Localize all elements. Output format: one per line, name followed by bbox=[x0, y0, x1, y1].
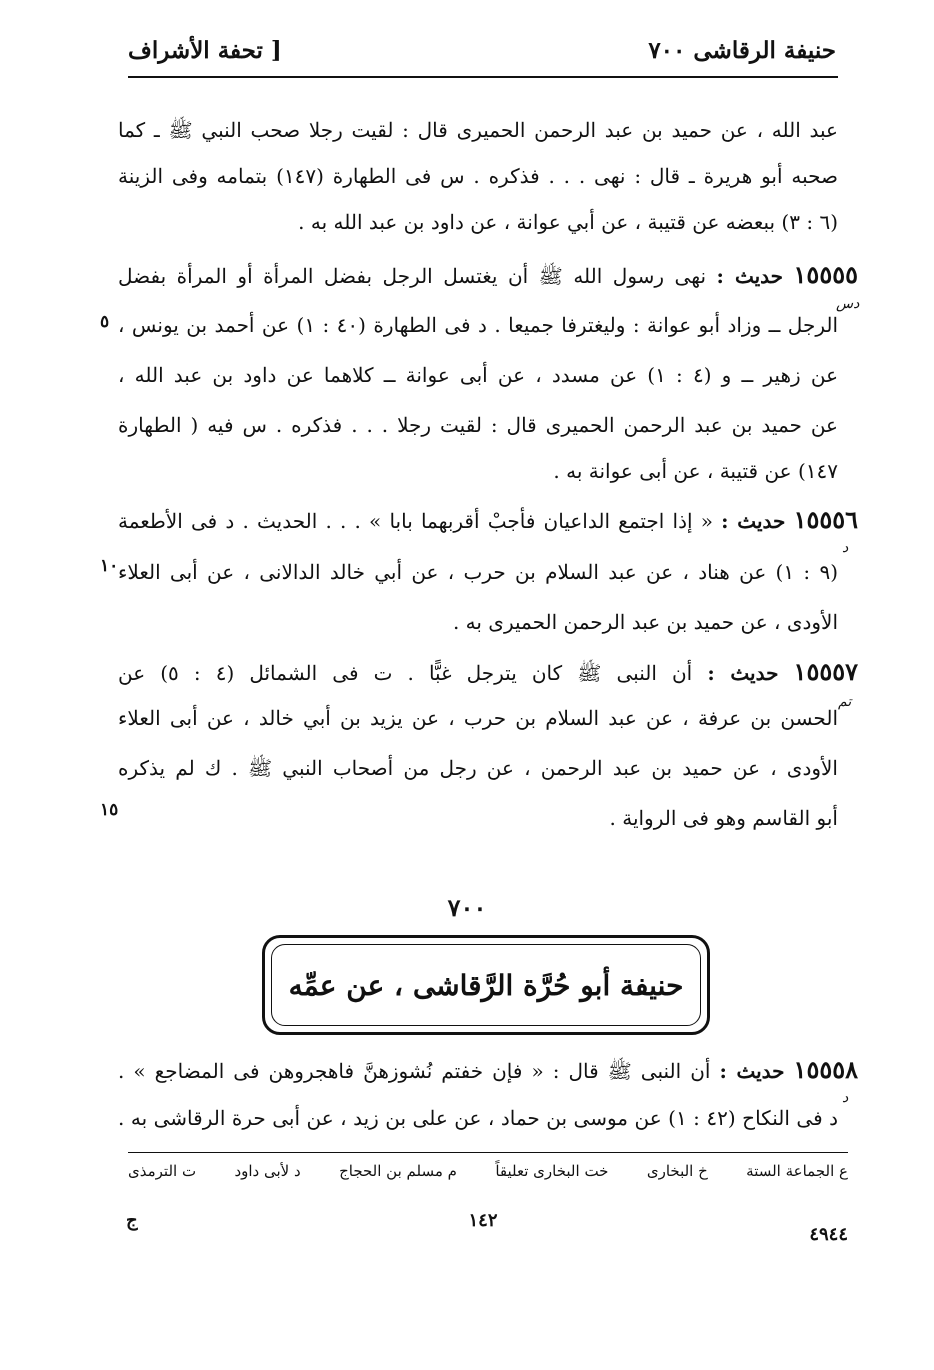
margin-siglum: د bbox=[842, 1090, 849, 1106]
running-header bbox=[128, 30, 836, 70]
hadith-label: حديث : bbox=[719, 1059, 785, 1083]
text-line: الأودى ، عن حميد بن عبد الرحمن الحميرى به . bbox=[452, 610, 838, 634]
legend-item: ت الترمذى bbox=[128, 1162, 197, 1180]
text-line: د فى النكاح (٤٢ : ١) عن موسى بن حماد ، عن على بن زيد ، عن أبى حرة الرقاشى به . bbox=[118, 1106, 839, 1130]
legend-item: ع الجماعة الستة bbox=[746, 1162, 848, 1180]
text-line: الرجل ــ وزاد أبو عوانة : وليغترفا جميعا . د فى الطهارة (٤٠ : ١) عن أحمد بن يونس ، bbox=[118, 313, 839, 337]
text-line: الحسن بن عرفة ، عن عبد السلام بن حرب ، عن يزيد بن أبي خالد ، عن أبى العلاء bbox=[118, 706, 838, 730]
hadith-15558 bbox=[118, 1050, 858, 1144]
abbreviation-legend bbox=[128, 1162, 848, 1192]
text-line bbox=[118, 500, 858, 540]
paragraph-continuation bbox=[118, 110, 838, 240]
margin-siglum: تم bbox=[838, 694, 852, 710]
hadith-label: حديث : bbox=[707, 661, 779, 685]
section-title-box bbox=[262, 935, 710, 1035]
margin-siglum: دس bbox=[836, 296, 860, 312]
text-segment: أن النبى ﷺ قال : « فإن خفتم نُشوزهنَّ فاهجروهن فى المضاجع » . bbox=[118, 1059, 711, 1083]
header-chapter-title: حنيفة الرقاشى ٧٠٠ bbox=[648, 36, 836, 64]
text-segment: « إذا اجتمع الداعيان فأجبْ أقربهما بابا » . . . الحديث . د فى الأطعمة bbox=[118, 509, 713, 533]
text-line: الأودى ، عن حميد بن عبد الرحمن ، عن رجل من أصحاب النبي ﷺ . ك لم يذكره bbox=[118, 756, 838, 780]
hadith-15556 bbox=[118, 500, 858, 640]
text-line: (٩ : ١) عن هناد ، عن عبد السلام بن حرب ، عن أبي خالد الدالانى ، عن أبى العلاء bbox=[118, 560, 839, 584]
legend-item: د لأبى داود bbox=[234, 1162, 301, 1180]
page-footer bbox=[118, 1210, 848, 1246]
margin-line-number: ١٠ bbox=[100, 556, 119, 576]
text-line: أبو القاسم وهو فى الرواية . bbox=[609, 806, 838, 830]
section-number: ٧٠٠ bbox=[447, 893, 487, 922]
section-title: حنيفة أبو حُرَّة الرَّقاشى ، عن عمِّه bbox=[288, 968, 684, 1002]
page-number: ١٤٢ bbox=[468, 1210, 498, 1231]
margin-siglum: د bbox=[842, 540, 849, 556]
legend-item: خ البخارى bbox=[646, 1162, 708, 1180]
hadith-15555 bbox=[118, 255, 858, 485]
hadith-number: ١٥٥٥٥ bbox=[793, 260, 858, 289]
footer-rule bbox=[128, 1152, 848, 1153]
text-line: عبد الله ، عن حميد بن عبد الرحمن الحميرى قال : لقيت رجلا صحب النبي ﷺ ـ كما bbox=[118, 118, 838, 142]
text-line: عن حميد بن عبد الرحمن الحميرى قال : لقيت رجلا . . . فذكره . س فيه ( الطهارة bbox=[118, 413, 838, 437]
hadith-number: ١٥٥٥٧ bbox=[793, 657, 858, 686]
text-segment: أن النبى ﷺ كان يترجل غبًّا . ت فى الشمائل (٤ : ٥) عن bbox=[118, 661, 693, 685]
sequence-number: ٤٩٤٤ bbox=[809, 1224, 848, 1245]
hadith-number: ١٥٥٥٦ bbox=[793, 505, 859, 534]
hadith-15557 bbox=[118, 652, 858, 842]
text-line bbox=[118, 255, 858, 295]
header-rule bbox=[128, 76, 838, 78]
text-line: صحبه أبو هريرة ـ قال : نهى . . . فذكره . س فى الطهارة (١٤٧) بتمامه وفى الزينة bbox=[118, 164, 839, 188]
text-line: (٦ : ٣) ببعضه عن قتيبة ، عن أبي عوانة ، عن داود بن عبد الله به . bbox=[298, 210, 838, 234]
margin-line-number: ٥ bbox=[100, 312, 110, 332]
header-book-title: [ تحفة الأشراف bbox=[128, 36, 282, 64]
hadith-label: حديث : bbox=[716, 264, 784, 288]
text-line: ١٤٧) عن قتيبة ، عن أبى عوانة به . bbox=[553, 459, 838, 483]
volume-mark: ج bbox=[126, 1210, 138, 1231]
margin-line-number: ١٥ bbox=[100, 800, 119, 820]
hadith-label: حديث : bbox=[721, 509, 786, 533]
text-line bbox=[118, 652, 858, 692]
legend-item: م مسلم بن الحجاج bbox=[339, 1162, 457, 1180]
hadith-number: ١٥٥٥٨ bbox=[793, 1055, 858, 1084]
text-segment: نهى رسول الله ﷺ أن يغتسل الرجل بفضل المرأة أو المرأة بفضل bbox=[118, 264, 707, 288]
legend-item: خت البخارى تعليقاً bbox=[495, 1162, 609, 1180]
text-line bbox=[118, 1050, 858, 1090]
text-line: عن زهير ــ و (٤ : ١) عن مسدد ، عن أبى عوانة ــ كلاهما عن داود بن عبد الله ، bbox=[118, 363, 839, 387]
